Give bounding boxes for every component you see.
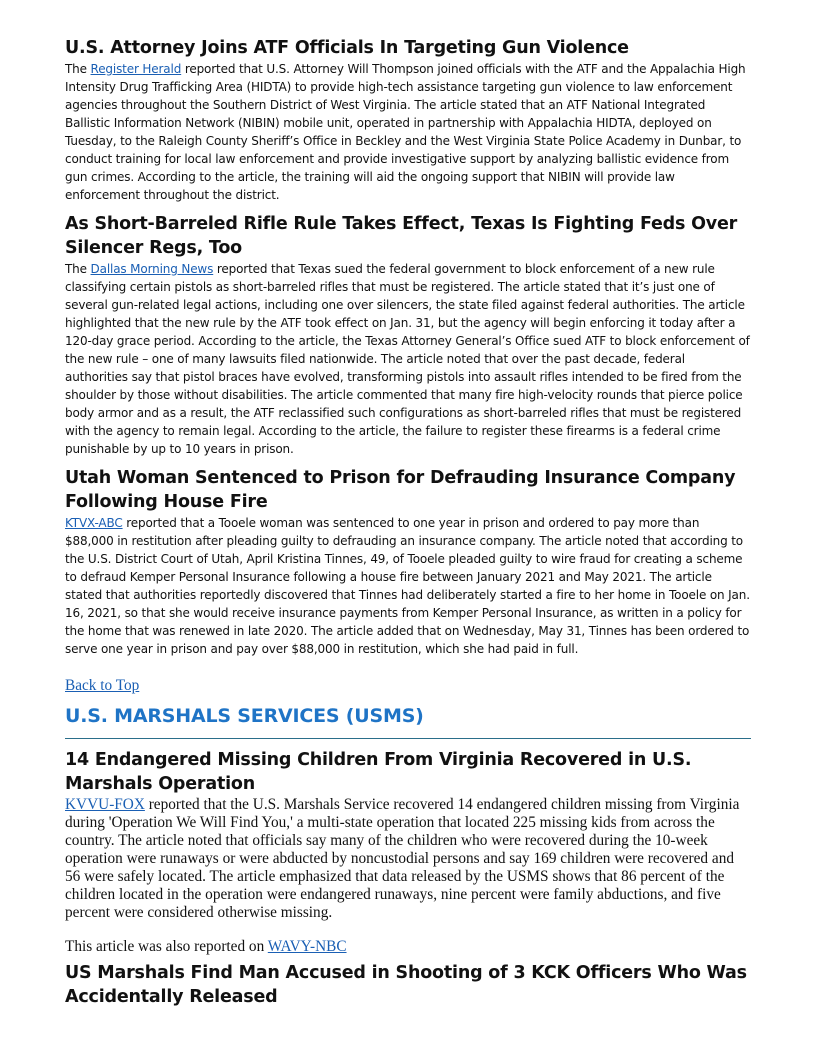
source-link-register-herald[interactable]: Register Herald <box>90 62 182 76</box>
source-link-ktvx-abc[interactable]: KTVX-ABC <box>65 516 123 530</box>
back-to-top-link[interactable]: Back to Top <box>65 677 140 694</box>
article-title: Utah Woman Sentenced to Prison for Defrauding Insurance Company Following House Fire <box>65 468 736 512</box>
source-link-kvvu-fox[interactable]: KVVU-FOX <box>65 796 145 813</box>
source-link-dallas-morning-news[interactable]: Dallas Morning News <box>90 262 214 276</box>
section-title: U.S. MARSHALS SERVICES (USMS) <box>65 705 424 727</box>
back-to-top-line <box>65 677 751 695</box>
article-body: The Dallas Morning News reported that Texas sued the federal government to block enforcement of a new rule classifying certain pistols as short-barreled rifles that must be registered. The article stated that it’s just one of several gun-related legal actions, including one over silencers, the state filed against federal authorities. The article highlighted that the new rule by the ATF took effect on Jan. 31, but the agency will begin enforcing it today after a 120-day grace period. According to the article, the Texas Attorney General’s Office sued ATF to block enforcement of the new rule – one of many lawsuits filed nationwide. The article noted that over the past decade, federal authorities say that pistol braces have evolved, transforming pistols into assault rifles intended to be fired from the shoulder by those without disabilities. The article commented that many fire high-velocity rounds that pierce police body armor and as a result, the ATF reclassified such configurations as short-barreled rifles that must be registered with the agency to remain legal. According to the article, the failure to register these firearms is a federal crime punishable by up to 10 years in prison. <box>65 262 750 456</box>
also-reported-line: This article was also reported on WAVY-NBC <box>65 938 347 955</box>
article-body: The Register Herald reported that U.S. Attorney Will Thompson joined officials with the ATF and the Appalachia High Intensity Drug Trafficking Area (HIDTA) to provide high-tech assistance targeting gun violence to law enforcement agencies throughout the Southern District of West Virginia. The article stated that an ATF National Integrated Ballistic Information Network (NIBIN) mobile unit, operated in partnership with Appalachia HIDTA, deployed on Tuesday, to the Raleigh County Sheriff’s Office in Beckley and the West Virginia State Police Academy in Dunbar, to conduct training for local law enforcement and provide investigative support by analyzing ballistic evidence from gun crimes. According to the article, the training will aid the ongoing support that NIBIN will provide law enforcement throughout the district. <box>65 62 746 202</box>
article-title: As Short-Barreled Rifle Rule Takes Effect, Texas Is Fighting Feds Over Silencer Regs, Too <box>65 214 738 258</box>
article-body: KTVX-ABC reported that a Tooele woman was sentenced to one year in prison and ordered to pay more than $88,000 in restitution after pleading guilty to defrauding an insurance company. The article noted that according to the U.S. District Court of Utah, April Kristina Tinnes, 49, of Tooele pleaded guilty to wire fraud for creating a scheme to defraud Kemper Personal Insurance following a house fire between January 2021 and May 2021. The article stated that authorities reportedly discovered that Tinnes had deliberately started a fire to her home in Tooele on Jan. 16, 2021, so that she would receive insurance payments from Kemper Personal Insurance, as written in a policy for the home that was renewed in late 2020. The article added that on Wednesday, May 31, Tinnes has been ordered to serve one year in prison and pay over $88,000 in restitution, which she had paid in full. <box>65 516 750 656</box>
article-title: U.S. Attorney Joins ATF Officials In Targeting Gun Violence <box>65 38 629 58</box>
article-body: KVVU-FOX reported that the U.S. Marshals Service recovered 14 endangered children missing from Virginia during 'Operation We Will Find You,' a multi-state operation that located 225 missing kids from across the country. The article noted that officials say many of the children who were recovered during the 10-week operation were runaways or were abducted by noncustodial persons and say 169 children were recovered and 56 were safely located. The article emphasized that data released by the USMS shows that 86 percent of the children located in the operation were endangered runaways, nine percent were family abductions, and five percent were considered otherwise missing. <box>65 796 740 921</box>
source-link-wavy-nbc[interactable]: WAVY-NBC <box>267 938 347 955</box>
article-title: US Marshals Find Man Accused in Shooting of 3 KCK Officers Who Was Accidentally Released <box>65 963 747 1007</box>
article-title: 14 Endangered Missing Children From Virginia Recovered in U.S. Marshals Operation <box>65 750 692 794</box>
document-page <box>65 36 751 1009</box>
